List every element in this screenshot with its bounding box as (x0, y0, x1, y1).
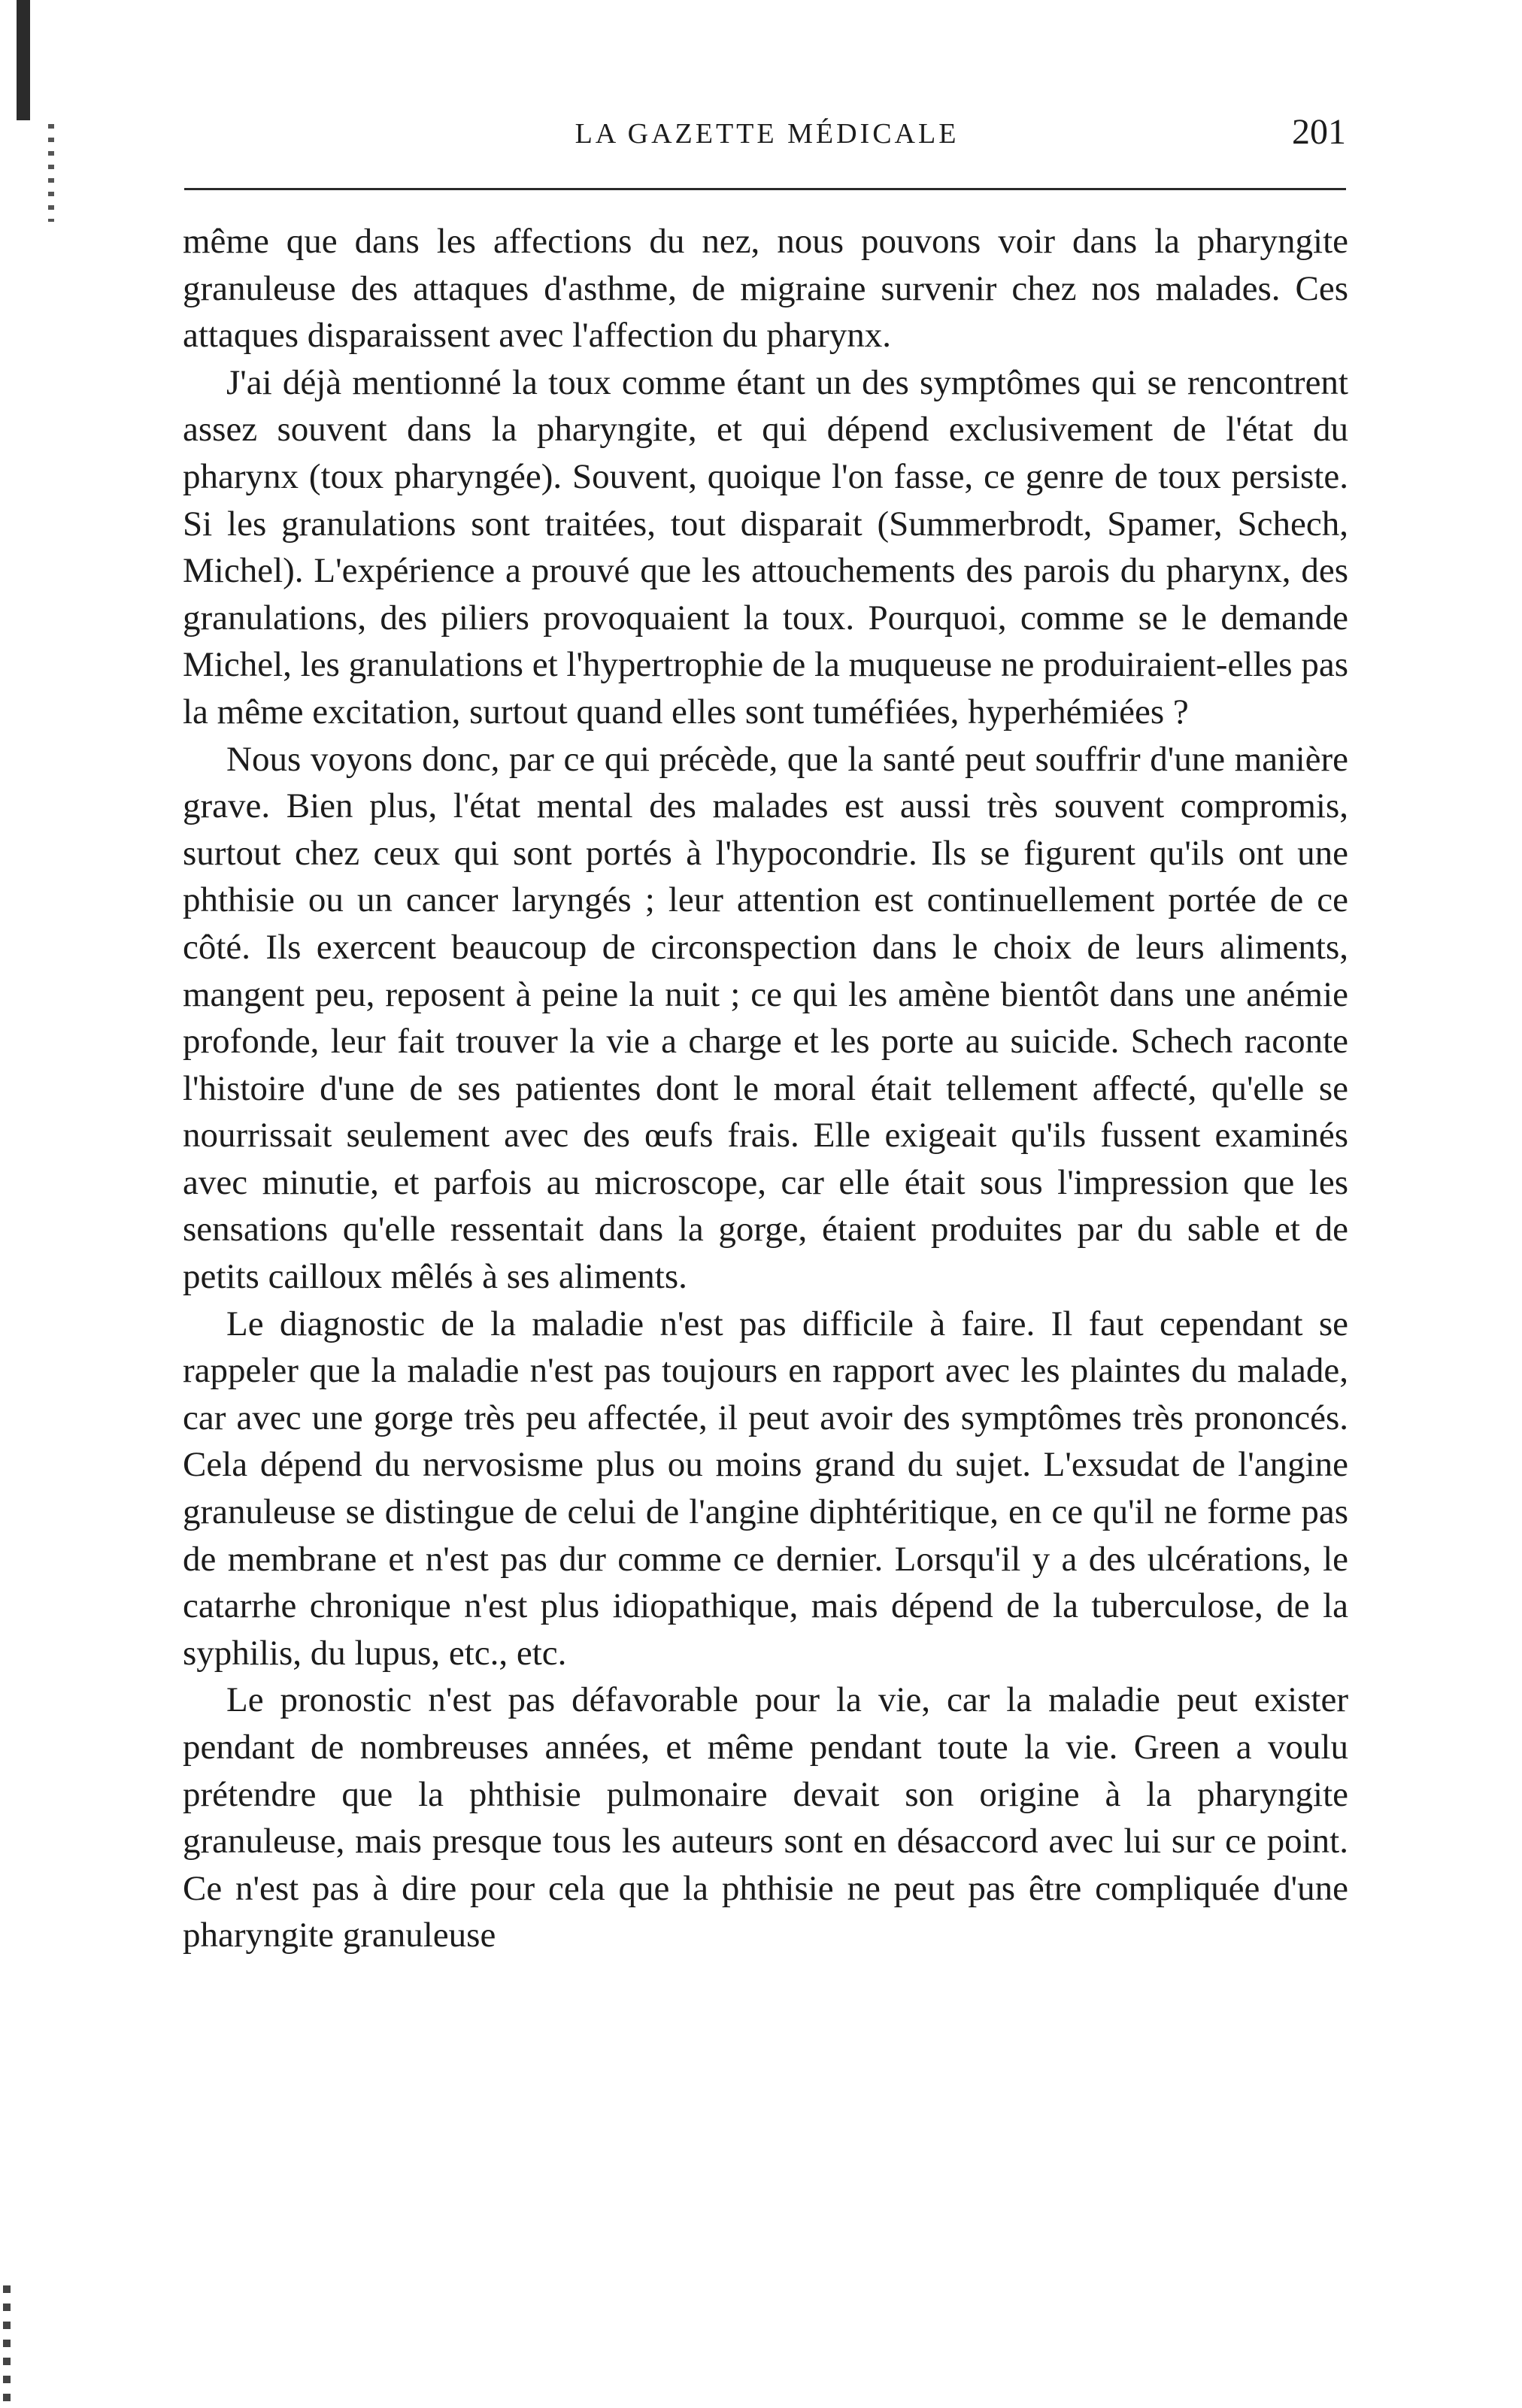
header-rule (184, 188, 1346, 190)
margin-scan-specks (48, 124, 54, 222)
paragraph-5: Le pronostic n'est pas défavorable pour la vie, car la maladie peut exister pendant de nombreuses années, et même pendant toute la vie. Green a voulu prétendre que la phthisie pulmonaire devait son origine à la pharyngite granuleuse, mais presque tous les auteurs sont en désaccord avec lui sur ce point. Ce n'est pas à dire pour cela que la phthisie ne peut pas être compliquée d'une pharyngite granuleuse (183, 1680, 1348, 1955)
paragraph-2: J'ai déjà mentionné la toux comme étant un des symptômes qui se rencontrent assez souvent dans la pharyngite, et qui dépend exclusivement de l'état du pharynx (toux pharyngée). Souvent, quoique l'on fasse, ce genre de toux persiste. Si les granulations sont traitées, tout disparait (Summerbrodt, Spamer, Schech, Michel). L'expérience a prouvé que les attouchements des parois du pharynx, des granulations, des piliers provoquaient la toux. Pourquoi, comme se le demande Michel, les granulations et l'hypertrophie de la muqueuse ne produiraient-elles pas la même excitation, surtout quand elles sont tuméfiées, hyperhémiées ? (183, 362, 1348, 731)
paragraph-1: même que dans les affections du nez, nous pouvons voir dans la pharyngite granuleuse des attaques d'asthme, de migraine survenir chez nos malades. Ces attaques disparaissent avec l'affection du pharynx. (183, 222, 1348, 356)
body-text (183, 218, 1348, 1959)
running-title: LA GAZETTE MÉDICALE (575, 118, 960, 150)
paragraph-3: Nous voyons donc, par ce qui précède, que la santé peut souffrir d'une manière grave. Bien plus, l'état mental des malades est aussi très souvent compromis, surtout chez ceux qui sont portés à l'hypocondrie. Ils se figurent qu'ils ont une phthisie ou un cancer laryngés ; leur attention est continuellement portée de ce côté. Ils exercent beaucoup de circonspection dans le choix de leurs aliments, mangent peu, reposent à peine la nuit ; ce qui les amène bientôt dans une anémie profonde, leur fait trouver la vie a charge et les porte au suicide. Schech raconte l'histoire d'une de ses patientes dont le moral était tellement affecté, qu'elle se nourrissait seulement avec des œufs frais. Elle exigeait qu'ils fussent examinés avec minutie, et parfois au microscope, car elle était sous l'impression que les sensations qu'elle ressentait dans la gorge, étaient produites par du sable et de petits cailloux mêlés à ses aliments. (183, 739, 1348, 1297)
page-number: 201 (1292, 112, 1346, 152)
paragraph-4: Le diagnostic de la maladie n'est pas difficile à faire. Il faut cependant se rappeler que la maladie n'est pas toujours en rapport avec les plaintes du malade, car avec une gorge très peu affectée, il peut avoir des symptômes très prononcés. Cela dépend du nervosisme plus ou moins grand du sujet. L'exsudat de l'angine granuleuse se distingue de celui de l'angine diphtéritique, en ce qu'il ne forme pas de membrane et n'est pas dur comme ce dernier. Lorsqu'il y a des ulcérations, le catarrhe chronique n'est plus idiopathique, mais dépend de la tuberculose, de la syphilis, du lupus, etc., etc. (183, 1304, 1348, 1673)
margin-scan-mark (17, 0, 30, 120)
page-header (188, 111, 1346, 161)
margin-scan-mark-bottom (3, 2285, 11, 2406)
